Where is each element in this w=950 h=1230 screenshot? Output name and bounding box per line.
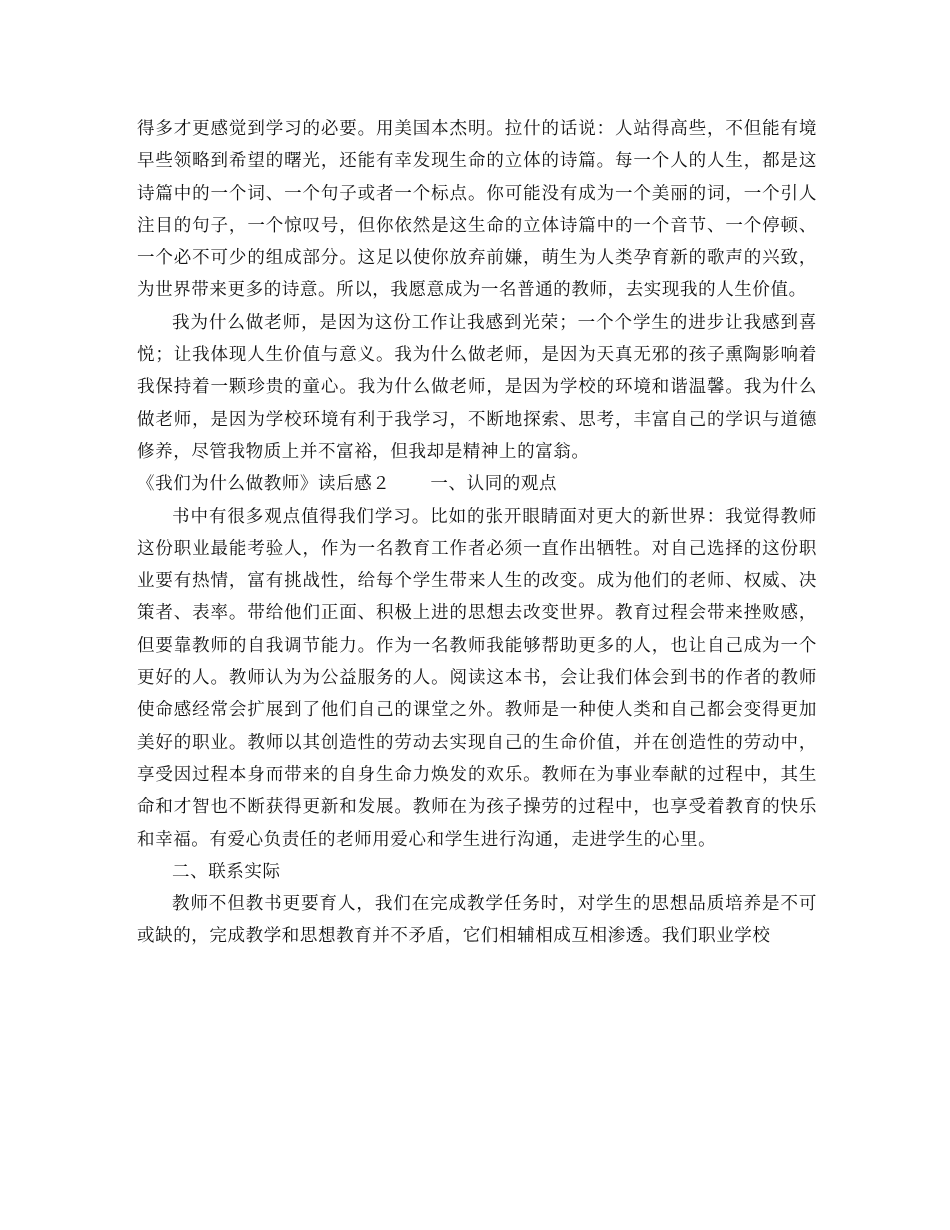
paragraph-agreed-views: 书中有很多观点值得我们学习。比如的张开眼睛面对更大的新世界：我觉得教师这份职业最能考验人，作为一名教育工作者必须一直作出牺牲。对自己选择的这份职业要有热情，富有挑战性，给每个学生带来人生的改变。成为他们的老师、权威、决策者、表率。带给他们正面、积极上进的思想去改变世界。教育过程会带来挫败感，但要靠教师的自我调节能力。作为一名教师我能够帮助更多的人，也让自己成为一个更好的人。教师认为为公益服务的人。阅读这本书，会让我们体会到书的作者的教师使命感经常会扩展到了他们自己的课堂之外。教师是一种使人类和自己都会变得更加美好的职业。教师以其创造性的劳动去实现自己的生命价值，并在创造性的劳动中，享受因过程本身而带来的自身生命力焕发的欢乐。教师在为事业奉献的过程中，其生命和才智也不断获得更新和发展。教师在为孩子操劳的过程中，也享受着教育的快乐和幸福。有爱心负责任的老师用爱心和学生进行沟通，走进学生的心里。 [137, 506, 817, 850]
section-title: 《我们为什么做教师》读后感２ [137, 474, 391, 495]
section-heading [137, 468, 817, 500]
subheading-practice: 二、联系实际 [172, 861, 281, 882]
paragraph-practice: 教师不但教书更要育人，我们在完成教学任务时，对学生的思想品质培养是不可或缺的，完成教学和思想教育并不矛盾，它们相辅相成互相渗透。我们职业学校 [137, 894, 817, 947]
section-subtitle: 一、认同的观点 [430, 474, 558, 495]
paragraph-why-teacher: 我为什么做老师，是因为这份工作让我感到光荣；一个个学生的进步让我感到喜悦；让我体现人生价值与意义。我为什么做老师，是因为天真无邪的孩子熏陶影响着我保持着一颗珍贵的童心。我为什么做老师，是因为学校的环境和谐温馨。我为什么做老师，是因为学校环境有利于我学习，不断地探索、思考，丰富自己的学识与道德修养，尽管我物质上并不富裕，但我却是精神上的富翁。 [137, 312, 817, 462]
paragraph-continuation: 得多才更感觉到学习的必要。用美国本杰明。拉什的话说：人站得高些，不但能有境早些领略到希望的曙光，还能有幸发现生命的立体的诗篇。每一个人的人生，都是这诗篇中的一个词、一个句子或者一个标点。你可能没有成为一个美丽的词，一个引人注目的句子，一个惊叹号，但你依然是这生命的立体诗篇中的一个音节、一个停顿、一个必不可少的组成部分。这足以使你放弃前嫌，萌生为人类孕育新的歌声的兴致，为世界带来更多的诗意。所以，我愿意成为一名普通的教师，去实现我的人生价值。 [137, 119, 817, 301]
document-body [137, 113, 817, 953]
